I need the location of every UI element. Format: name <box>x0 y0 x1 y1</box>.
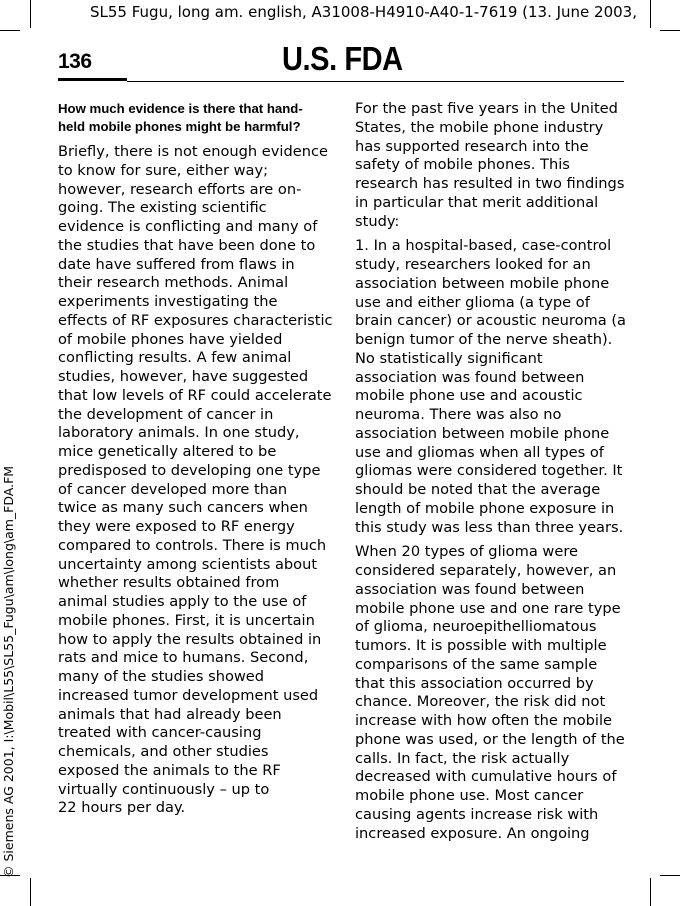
text-line: association between mobile phone <box>355 424 610 442</box>
text-line: whether results obtained from <box>58 574 280 592</box>
text-line: safety of mobile phones. This <box>355 156 570 174</box>
page-title: U.S. FDA <box>282 40 403 77</box>
text-line: treated with cancer-causing <box>58 724 262 742</box>
text-line: animal studies apply to the use of <box>58 593 307 610</box>
text-line: increase with how often the mobile <box>355 712 612 729</box>
text-line: many of the studies showed <box>58 668 265 685</box>
text-line: study: <box>355 212 400 230</box>
heading-line: How much evidence is there that hand- <box>58 101 303 116</box>
text-line: increased exposure. An ongoing <box>355 824 590 842</box>
running-header: SL55 Fugu, long am. english, A31008-H4910-A40-1-7619 (13. June 2003, <box>90 3 637 21</box>
crop-mark <box>660 875 680 876</box>
crop-mark <box>0 30 20 31</box>
text-line: rats and mice to humans. Second, <box>58 649 309 667</box>
text-line: 22 hours per day. <box>58 799 186 817</box>
text-line: effects of RF exposures characteristic <box>58 311 333 329</box>
text-line: experiments investigating the <box>58 293 278 310</box>
text-line: mobile phone use. Most cancer <box>355 787 584 804</box>
text-line: they were exposed to RF energy <box>58 518 295 535</box>
section-heading <box>58 100 324 136</box>
page-number: 136 <box>58 50 92 73</box>
text-line: No statistically significant <box>355 349 543 367</box>
text-line: of glioma, neuroepithelliomatous <box>355 618 597 636</box>
text-line: decreased with cumulative hours of <box>355 768 617 786</box>
text-line: that low levels of RF could accelerate <box>58 386 332 404</box>
text-line: their research methods. Animal <box>58 274 289 292</box>
text-line: the studies that have been done to <box>58 236 316 254</box>
text-line: laboratory animals. In one study, <box>58 424 300 442</box>
text-line: in particular that merit additional <box>355 193 599 211</box>
text-line: For the past five years in the United <box>355 100 618 117</box>
side-margin-text: © Siemens AG 2001, I:\Mobil\L55\SL55_Fugu\am\long\am_FDA.FM <box>1 465 16 878</box>
text-line: studies, however, have suggested <box>58 368 309 385</box>
text-line: length of mobile phone exposure in <box>355 499 615 517</box>
text-line: this study was less than three years. <box>355 518 624 536</box>
text-line: conflicting results. A few animal <box>58 349 292 367</box>
text-line: twice as many such cancers when <box>58 499 308 517</box>
body-paragraph <box>355 237 626 537</box>
text-line: mobile phone use and acoustic <box>355 387 583 405</box>
body-paragraph <box>355 543 623 843</box>
crop-mark <box>30 878 31 906</box>
text-line: animals that had already been <box>58 705 282 723</box>
text-line: chemicals, and other studies <box>58 743 269 760</box>
text-line: study, researchers looked for an <box>355 256 591 273</box>
text-line: date have suffered from flaws in <box>58 255 295 273</box>
text-line: mice genetically altered to be <box>58 443 277 460</box>
text-line: calls. In fact, the risk actually <box>355 749 570 767</box>
text-line: considered separately, however, an <box>355 562 617 579</box>
text-line: of mobile phones have yielded <box>58 330 283 348</box>
text-line: compared to controls. There is much <box>58 536 327 554</box>
heading-line: held mobile phones might be harmful? <box>58 119 301 134</box>
text-line: use and gliomas when all types of <box>355 443 604 461</box>
text-line: mobile phones. First, it is uncertain <box>58 611 315 629</box>
text-line: how to apply the results obtained in <box>58 630 322 648</box>
header-rule-thin <box>127 81 624 82</box>
text-line: uncertainty among scientists about <box>58 555 318 573</box>
header-rule-thick <box>58 78 127 81</box>
body-paragraph <box>355 100 623 231</box>
text-line: States, the mobile phone industry <box>355 118 604 136</box>
text-line: research has resulted in two findings <box>355 175 625 192</box>
text-line: comparisons of the same sample <box>355 655 598 673</box>
crop-mark <box>30 0 31 28</box>
text-line: phone was used, or the length of the <box>355 730 625 748</box>
text-line: going. The existing scientific <box>58 199 267 217</box>
text-line: to know for sure, either way; <box>58 161 269 179</box>
text-line: benign tumor of the nerve sheath). <box>355 331 613 348</box>
text-line: predisposed to developing one type <box>58 461 321 479</box>
crop-mark <box>660 30 680 31</box>
text-line: the development of cancer in <box>58 405 274 423</box>
text-line: chance. Moreover, the risk did not <box>355 693 606 711</box>
text-line: exposed the animals to the RF <box>58 761 281 779</box>
text-line: association between mobile phone <box>355 274 610 292</box>
text-line: however, research efforts are on- <box>58 180 302 198</box>
text-line: that this association occurred by <box>355 674 594 692</box>
text-line: virtually continuously – up to <box>58 780 270 798</box>
text-line: association was found between <box>355 580 585 598</box>
text-line: increased tumor development used <box>58 686 319 704</box>
text-line: should be noted that the average <box>355 481 601 498</box>
text-line: gliomas were considered together. It <box>355 462 623 480</box>
text-line: brain cancer) or acoustic neuroma (a <box>355 312 626 330</box>
text-line: evidence is conflicting and many of <box>58 218 318 235</box>
text-line: Briefly, there is not enough evidence <box>58 143 328 160</box>
body-paragraph <box>58 143 333 818</box>
crop-mark <box>650 878 651 906</box>
text-line: neuroma. There was also no <box>355 406 562 423</box>
text-line: of cancer developed more than <box>58 480 288 498</box>
left-column <box>58 100 333 824</box>
text-line: mobile phone use and one rare type <box>355 599 621 617</box>
text-line: When 20 types of glioma were <box>355 543 578 561</box>
text-line: tumors. It is possible with multiple <box>355 637 607 654</box>
text-line: use and either glioma (a type of <box>355 293 590 311</box>
text-line: has supported research into the <box>355 137 589 155</box>
right-column <box>355 100 626 849</box>
text-line: 1. In a hospital-based, case-control <box>355 237 612 255</box>
text-line: causing agents increase risk with <box>355 805 599 823</box>
text-line: association was found between <box>355 368 585 386</box>
